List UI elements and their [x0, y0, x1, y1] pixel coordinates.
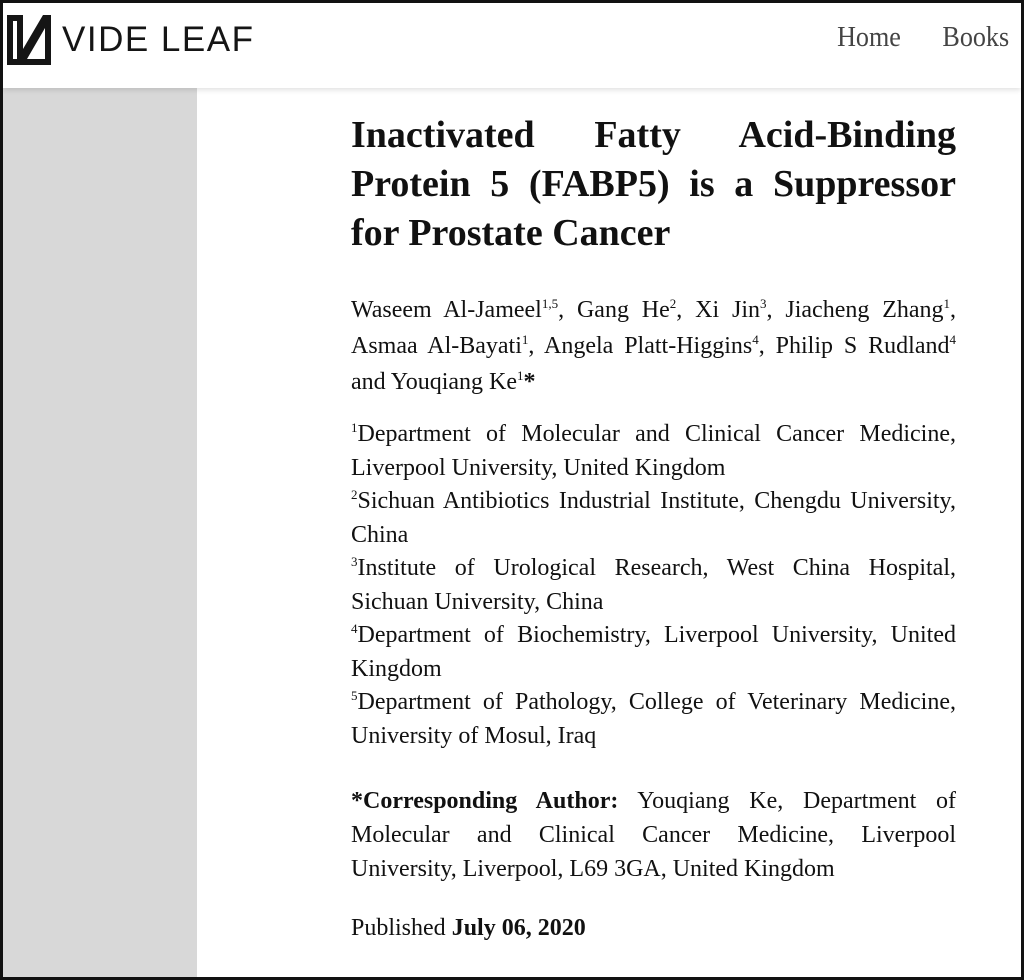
article-title: Inactivated Fatty Acid-Binding Protein 5 (FABP5) is a Suppressor for Prostate Cancer	[351, 114, 956, 254]
author-name: Jiacheng Zhang	[785, 297, 944, 323]
author-affiliation-number: 4	[752, 332, 759, 347]
affiliation-item	[351, 686, 956, 753]
author-affiliation-number: 1	[943, 296, 951, 311]
author-separator: ,	[950, 297, 957, 323]
author-name: Asmaa Al-Bayati	[351, 333, 522, 359]
author-separator: ,	[766, 297, 786, 323]
affiliation-number: 4	[351, 621, 358, 636]
corresponding-author	[351, 784, 956, 886]
author-name: Youqiang Ke	[390, 369, 517, 395]
author-affiliation-number: 3	[760, 296, 767, 311]
left-sidebar	[3, 88, 197, 980]
affiliation-item	[351, 485, 956, 552]
affiliation-text: Department of Biochemistry, Liverpool University, United Kingdom	[351, 622, 956, 682]
affiliation-number: 2	[351, 487, 358, 502]
author-affiliation-number: 1	[521, 332, 529, 347]
affiliation-text: Sichuan Antibiotics Industrial Institute, Chengdu University, China	[351, 488, 956, 548]
author-name: Waseem Al-Jameel	[351, 297, 542, 323]
vide-leaf-logo-icon	[7, 15, 51, 65]
article-content	[351, 111, 956, 945]
nav-home-link[interactable]: Home	[837, 21, 901, 53]
author-separator: ,	[758, 333, 776, 359]
affiliation-text: Department of Molecular and Clinical Cancer Medicine, Liverpool University, United Kingdom	[351, 421, 956, 481]
author-separator: ,	[676, 297, 696, 323]
published-date-value: July 06, 2020	[451, 915, 586, 941]
corresponding-author-label: *Corresponding Author:	[351, 788, 619, 814]
site-logo[interactable]	[7, 15, 254, 65]
affiliation-text: Department of Pathology, College of Veterinary Medicine, University of Mosul, Iraq	[351, 689, 956, 749]
author-affiliation-number: 2	[669, 296, 677, 311]
main-nav	[830, 21, 1009, 54]
author-name: Xi Jin	[695, 297, 761, 323]
site-header	[3, 3, 1021, 88]
author-affiliation-number: 4	[949, 332, 957, 347]
affiliation-item	[351, 418, 956, 485]
nav-books-link[interactable]: Books	[942, 21, 1009, 53]
affiliation-item	[351, 619, 956, 686]
published-date	[351, 911, 956, 945]
author-affiliation-number: 1	[517, 368, 524, 383]
published-label: Published	[351, 915, 446, 941]
author-affiliation-number: 1,5	[541, 296, 559, 311]
affiliation-item	[351, 552, 956, 619]
author-separator: ,	[528, 333, 544, 359]
logo-text: VIDE LEAF	[62, 20, 255, 59]
corresponding-marker: *	[523, 369, 536, 395]
author-separator: ,	[558, 297, 577, 323]
affiliation-text: Institute of Urological Research, West China Hospital, Sichuan University, China	[351, 555, 956, 615]
author-separator: and	[351, 369, 391, 395]
corresponding-author-text: Youqiang Ke, Department of Molecular and Clinical Cancer Medicine, Liverpool University, Liverpool, L69 3GA, United Kingdom	[351, 788, 957, 882]
author-name: Philip S Rudland	[775, 333, 950, 359]
affiliation-number: 1	[351, 420, 358, 435]
author-list	[351, 292, 956, 400]
affiliation-list	[351, 418, 956, 753]
affiliation-number: 3	[351, 554, 358, 569]
author-name: Gang He	[576, 297, 670, 323]
affiliation-number: 5	[351, 688, 358, 703]
author-name: Angela Platt-Higgins	[543, 333, 753, 359]
